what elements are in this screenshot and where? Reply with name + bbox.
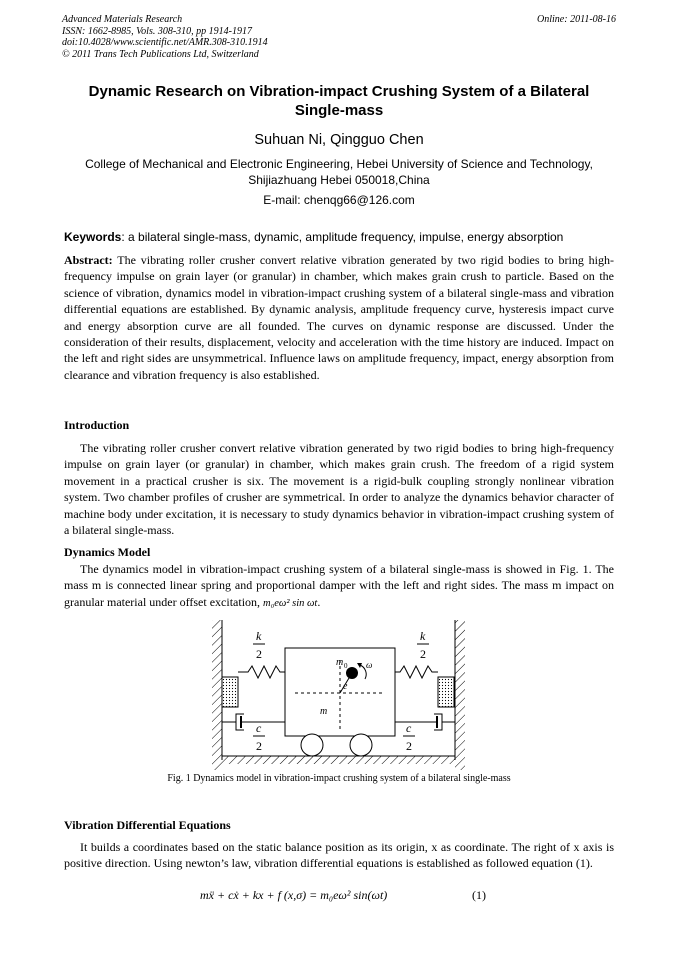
paper-title: Dynamic Research on Vibration-impact Crushing System of a Bilateral Single-mass: [88, 83, 590, 119]
affiliation-line-2: Shijiazhuang Hebei 050018,China: [248, 173, 430, 187]
right-spring: [395, 666, 438, 678]
dynamics-model-sentence: The dynamics model in vibration-impact crushing system of a bilateral single-mass is showed in Fig. 1. The mass m is connected linear spring and proportional damper with the left and right sides. The mass m impact on granular material under offset excitation,: [64, 562, 614, 609]
equation-1: mẍ + cẋ + kx + f (x,σ) = m₀eω² sin(ωt): [200, 888, 388, 902]
right-damper: [395, 714, 455, 730]
left-spring: [238, 666, 285, 678]
journal-name: Advanced Materials Research: [62, 14, 183, 25]
left-damper-two: 2: [256, 739, 262, 753]
equation-number: (1): [472, 888, 486, 902]
issn-line: ISSN: 1662-8985, Vols. 308-310, pp 1914-1917: [62, 25, 252, 37]
left-spring-two: 2: [256, 647, 262, 661]
angular-velocity-label: ω: [366, 660, 373, 670]
dynamics-model-period: .: [317, 594, 321, 609]
keywords-text: : a bilateral single-mass, dynamic, amplitude frequency, impulse, energy absorption: [121, 230, 564, 244]
dynamics-model-heading: Dynamics Model: [64, 545, 151, 559]
left-wall: [212, 620, 222, 770]
figure-caption: Fig. 1 Dynamics model in vibration-impact crushing system of a bilateral single-mass: [167, 773, 511, 784]
right-spring-two: 2: [420, 647, 426, 661]
doi-line: doi:10.4028/www.scientific.net/AMR.308-310.1914: [62, 37, 268, 48]
introduction-text: The vibrating roller crusher convert relative vibration generated by two rigid bodies to bring high-frequency impulse on grain layer (or granular) in chamber, which makes grain crush. The freedom of a rigid system movement in a practical crusher is six. The movement is a rigid-bulk coupling strongly nonlinear vibration system. Two chamber profiles of crusher are symmetrical. In order to analyze the dynamics behavior character of machine body under excitation, it is necessary to study dynamics behavior in vibration-impact crushing system of a bilateral single-mass.: [64, 441, 614, 538]
left-granular-material: [222, 677, 238, 707]
left-damper: [222, 714, 285, 730]
keywords-label: Keywords: [64, 230, 122, 244]
right-damper-two: 2: [406, 739, 412, 753]
offset-excitation-term: m₀eω² sin ωt: [263, 597, 318, 609]
affiliation-line-1: College of Mechanical and Electronic Engineering, Hebei University of Science and Technology,: [85, 157, 593, 171]
eccentric-mass-label: m: [336, 657, 344, 668]
online-date: Online: 2011-08-16: [537, 14, 616, 25]
abstract-text: The vibrating roller crusher convert relative vibration generated by two rigid bodies to bring high-frequency impulse on grain layer (or granular) in chamber, which makes grain crush to particle. Based on the science of vibration, dynamics model in vibration-impact crushing system of a bilateral single-mass and vibration differential equations are established. By dynamic analysis, amplitude frequency curve, hysteresis impact curve and energy absorption curve are all founded. The curves on dynamic response are discussed. Under the consideration of their results, displacement, velocity and acceleration with the time history are induced. Impact on the left and right sides are unsymmetrical. Influence laws on amplitude frequency, impact, energy absorption from clearance and vibration frequency is also established.: [64, 253, 614, 382]
author-email: E-mail: chenqg66@126.com: [263, 193, 415, 207]
vde-text: It builds a coordinates based on the static balance position as its origin, x as coordinate. The right of x axis is positive direction. Using newton’s law, vibration differential equations is established as followed equation (1).: [64, 840, 614, 871]
mass-label: m: [320, 706, 328, 717]
paper-authors: Suhuan Ni, Qingguo Chen: [254, 132, 424, 148]
vde-heading: Vibration Differential Equations: [64, 818, 231, 832]
eccentricity-label: e: [343, 681, 348, 692]
introduction-heading: Introduction: [64, 418, 130, 432]
abstract-label: Abstract:: [64, 253, 113, 267]
right-damper-c: c: [406, 721, 412, 735]
eccentric-mass-subscript: 0: [344, 662, 348, 670]
left-spring-k: k: [256, 629, 262, 643]
right-wall: [455, 620, 465, 770]
left-damper-c: c: [256, 721, 262, 735]
ground: [222, 756, 455, 764]
right-spring-k: k: [420, 629, 426, 643]
right-granular-material: [438, 677, 454, 707]
copyright-line: © 2011 Trans Tech Publications Ltd, Switzerland: [62, 48, 259, 60]
wheels: [301, 734, 372, 756]
